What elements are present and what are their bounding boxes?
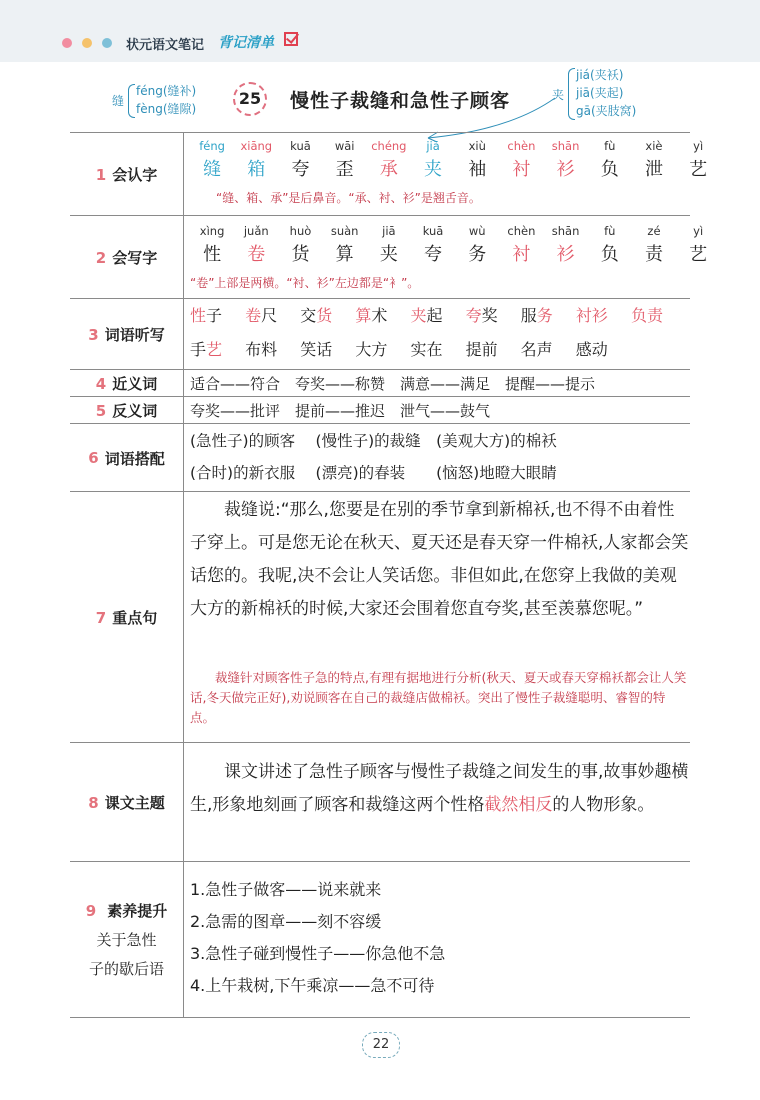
brand-title: 状元语文笔记 xyxy=(126,38,205,53)
annotation-feng-char: 缝 xyxy=(112,94,125,108)
pinyin: shān xyxy=(551,224,580,238)
dictation-word: 服务 xyxy=(520,306,553,325)
dictation-word: 布料 xyxy=(245,340,278,359)
pinyin: chèn xyxy=(507,224,536,238)
row-title: 词语搭配 xyxy=(104,449,165,468)
char-cell xyxy=(544,224,588,266)
header-bar xyxy=(0,0,760,62)
hanzi: 责 xyxy=(644,244,663,265)
theme-text xyxy=(190,756,690,822)
dictation-word: 性子 xyxy=(190,306,223,325)
char-cell xyxy=(499,224,543,266)
annotation-jia-reading-3: gā(夹肢窝) xyxy=(576,104,637,118)
dictation-word: 衬衫 xyxy=(575,306,608,325)
char-cell xyxy=(455,224,499,266)
char-cell xyxy=(190,139,234,181)
brace-icon xyxy=(128,84,135,118)
char-cell xyxy=(499,139,543,181)
theme-text-before: 课文讲述了急性子顾客与慢性子裁缝之间发生的事,故事妙趣横生,形象地刻画了顾客和裁缝这两个性格 xyxy=(190,762,689,815)
row-label xyxy=(70,370,184,397)
row-label-top xyxy=(86,900,168,921)
theme-text-after: 的人物形象。 xyxy=(552,795,655,815)
char-cell xyxy=(544,139,588,181)
char-cell xyxy=(588,139,632,181)
row-content xyxy=(184,492,690,743)
char-cell xyxy=(676,139,720,181)
hanzi: 负 xyxy=(600,159,619,180)
hanzi: 衬 xyxy=(512,159,531,180)
row-key-sentence xyxy=(70,491,690,743)
row-subtitle-2: 子的歇后语 xyxy=(88,960,164,978)
collocation-line-1: (急性子)的顾客 (慢性子)的裁缝 (美观大方)的棉袄 xyxy=(190,432,557,450)
row-content xyxy=(184,370,690,397)
row-content xyxy=(184,862,690,1017)
list-item: 1.急性子做客——说来就来 xyxy=(190,880,382,899)
annotation-jia-reading-2: jiā(夹起) xyxy=(576,86,624,100)
row-recognize-chars xyxy=(70,132,708,216)
char-cell xyxy=(411,139,455,181)
char-cell xyxy=(367,139,411,181)
pinyin: chèn xyxy=(507,139,536,153)
row-title: 词语听写 xyxy=(104,326,165,344)
hanzi: 箱 xyxy=(247,159,266,180)
row-number: 7 xyxy=(95,608,107,627)
row-write-chars xyxy=(70,215,708,299)
dictation-word: 夸奖 xyxy=(465,306,498,325)
pinyin: wù xyxy=(468,224,486,238)
row-title: 会写字 xyxy=(112,249,158,267)
row-number: 9 xyxy=(85,902,97,920)
lesson-title: 慢性子裁缝和急性子顾客 xyxy=(290,90,511,112)
list-item: 3.急性子碰到慢性子——你急他不急 xyxy=(190,944,446,963)
char-cell xyxy=(234,224,278,266)
char-cell xyxy=(411,224,455,266)
dictation-word: 手艺 xyxy=(190,340,223,359)
antonyms-text: 夸奖——批评 提前——推迟 泄气——鼓气 xyxy=(190,402,491,420)
hanzi: 承 xyxy=(379,159,398,180)
row-number: 1 xyxy=(95,165,107,184)
char-cell xyxy=(278,139,322,181)
row-number: 2 xyxy=(95,248,107,267)
pinyin: yì xyxy=(693,139,704,153)
row-label xyxy=(70,743,184,862)
char-cell xyxy=(323,224,367,266)
row-label xyxy=(70,424,184,492)
pinyin: yì xyxy=(693,224,704,238)
section-title: 背记清单 xyxy=(218,35,274,51)
pinyin: wāi xyxy=(334,139,355,153)
row-label xyxy=(70,133,184,216)
key-sentence-text: 裁缝说:“那么,您要是在别的季节拿到新棉袄,也不得不由着性子穿上。可是您无论在秋天、夏天还是春天穿一件棉袄,人家都会笑话您的。我呢,决不会让人笑话您。非但如此,在您穿上我做的美观大方的新棉袄的时候,大家还会围着您直夸奖,甚至羡慕您呢。” xyxy=(190,500,689,619)
char-cell xyxy=(278,224,322,266)
row-title: 素养提升 xyxy=(107,902,168,920)
hanzi: 夹 xyxy=(424,159,443,180)
dictation-word: 夹起 xyxy=(410,306,443,325)
row-number: 8 xyxy=(88,793,99,812)
row-content xyxy=(184,424,690,492)
dictation-line-1 xyxy=(190,303,681,326)
row-label xyxy=(70,397,184,424)
dictation-word: 实在 xyxy=(410,340,443,359)
row-number: 5 xyxy=(95,401,107,420)
row-label xyxy=(70,862,184,1017)
row-title: 重点句 xyxy=(112,609,158,627)
pinyin: jiā xyxy=(382,224,396,238)
dictation-word: 卷尺 xyxy=(245,306,278,325)
pinyin: xiè xyxy=(645,139,663,153)
char-cell xyxy=(455,139,499,181)
hanzi: 衫 xyxy=(556,244,575,265)
hanzi: 艺 xyxy=(689,244,708,265)
dictation-word: 名声 xyxy=(520,340,553,359)
lesson-number: 25 xyxy=(233,82,267,116)
row-content xyxy=(184,216,708,299)
hanzi: 艺 xyxy=(689,159,708,180)
dot-pink xyxy=(62,38,72,48)
dot-blue xyxy=(102,38,112,48)
page-number: 22 xyxy=(362,1032,400,1058)
hanzi: 泄 xyxy=(644,159,663,180)
char-cell xyxy=(323,139,367,181)
header-dots xyxy=(62,38,112,48)
row-label xyxy=(70,299,184,370)
hanzi: 衬 xyxy=(512,244,531,265)
pinyin: juǎn xyxy=(243,224,269,238)
pinyin: xìng xyxy=(199,224,225,238)
char-cell xyxy=(367,224,411,266)
hanzi: 夸 xyxy=(424,244,443,265)
dictation-word: 负责 xyxy=(630,306,663,325)
pinyin: suàn xyxy=(330,224,359,238)
pinyin: kuā xyxy=(290,139,311,153)
hanzi: 算 xyxy=(335,244,354,265)
row-title: 反义词 xyxy=(112,402,158,420)
list-item: 4.上午栽树,下午乘凉——急不可待 xyxy=(190,976,435,995)
row-note: “卷”上部是两横。“衬、衫”左边都是“衤”。 xyxy=(190,276,420,290)
row-number: 3 xyxy=(88,325,99,344)
hanzi: 歪 xyxy=(335,159,354,180)
hanzi: 夹 xyxy=(379,244,398,265)
dictation-word: 提前 xyxy=(465,340,498,359)
dictation-word: 算术 xyxy=(355,306,388,325)
hanzi: 性 xyxy=(203,244,222,265)
pinyin: chéng xyxy=(371,139,407,153)
pinyin: fù xyxy=(604,224,616,238)
dictation-word: 交货 xyxy=(300,306,333,325)
pinyin: fù xyxy=(604,139,616,153)
char-cell xyxy=(632,139,676,181)
row-label xyxy=(70,216,184,299)
char-cell xyxy=(190,224,234,266)
list-item: 2.急需的图章——刻不容缓 xyxy=(190,912,382,931)
row-content xyxy=(184,397,690,424)
hanzi: 负 xyxy=(600,244,619,265)
pinyin: xiāng xyxy=(240,139,273,153)
char-cell xyxy=(588,224,632,266)
hanzi: 货 xyxy=(291,244,310,265)
row-collocations xyxy=(70,423,690,492)
row-dictation xyxy=(70,298,690,370)
row-number: 4 xyxy=(95,374,107,393)
brace-icon xyxy=(568,68,575,120)
pinyin: huò xyxy=(289,224,312,238)
row-content xyxy=(184,743,690,862)
hanzi: 务 xyxy=(468,244,487,265)
row-antonyms xyxy=(70,396,690,424)
annotation-jia-reading-1: jiá(夹袄) xyxy=(576,68,624,82)
char-cell xyxy=(234,139,278,181)
row-number: 6 xyxy=(88,449,99,467)
collocation-line-2: (合时)的新衣服 (漂亮)的春装 (恼怒)地瞪大眼睛 xyxy=(190,464,557,482)
pinyin: jiā xyxy=(426,139,440,153)
row-label xyxy=(70,492,184,743)
pinyin: xiù xyxy=(468,139,486,153)
pinyin: féng xyxy=(199,139,225,153)
row-content xyxy=(184,299,690,370)
synonyms-text: 适合——符合 夸奖——称赞 满意——满足 提醒——提示 xyxy=(190,375,596,393)
pinyin: kuā xyxy=(422,224,444,238)
hanzi: 夸 xyxy=(291,159,310,180)
annotation-feng-reading-1: féng(缝补) xyxy=(136,84,197,98)
row-title: 近义词 xyxy=(112,375,158,393)
char-cell xyxy=(676,224,720,266)
hanzi: 卷 xyxy=(247,244,266,265)
row-theme xyxy=(70,742,690,862)
dot-yellow xyxy=(82,38,92,48)
row-content xyxy=(184,133,708,216)
row-literacy xyxy=(70,861,690,1018)
char-grid xyxy=(190,224,720,266)
row-note: “缝、箱、承”是后鼻音。“承、衬、衫”是翘舌音。 xyxy=(216,191,481,205)
checkbox-icon xyxy=(284,32,298,46)
char-grid xyxy=(190,139,720,181)
pinyin: zé xyxy=(647,224,661,238)
annotation-jia-char: 夹 xyxy=(552,88,565,102)
row-title: 会认字 xyxy=(112,166,158,184)
theme-highlight: 截然相反 xyxy=(484,795,553,815)
annotation-feng-reading-2: fèng(缝隙) xyxy=(136,102,197,116)
dictation-word: 大方 xyxy=(355,340,388,359)
hanzi: 缝 xyxy=(203,159,222,180)
row-title: 课文主题 xyxy=(104,794,165,812)
hanzi: 衫 xyxy=(556,159,575,180)
dictation-line-2 xyxy=(190,337,626,360)
key-sentence-note: 裁缝针对顾客性子急的特点,有理有据地进行分析(秋天、夏天或春天穿棉袄都会让人笑话,冬天做完正好),劝说顾客在自己的裁缝店做棉袄。突出了慢性子裁缝聪明、睿智的特点。 xyxy=(190,670,687,725)
row-synonyms xyxy=(70,369,690,397)
xiehouyu-list xyxy=(190,874,445,1002)
char-cell xyxy=(632,224,676,266)
dictation-word: 感动 xyxy=(575,340,608,359)
pinyin: shān xyxy=(551,139,580,153)
hanzi: 袖 xyxy=(468,159,487,180)
row-subtitle-1: 关于急性 xyxy=(96,931,157,949)
dictation-word: 笑话 xyxy=(300,340,333,359)
